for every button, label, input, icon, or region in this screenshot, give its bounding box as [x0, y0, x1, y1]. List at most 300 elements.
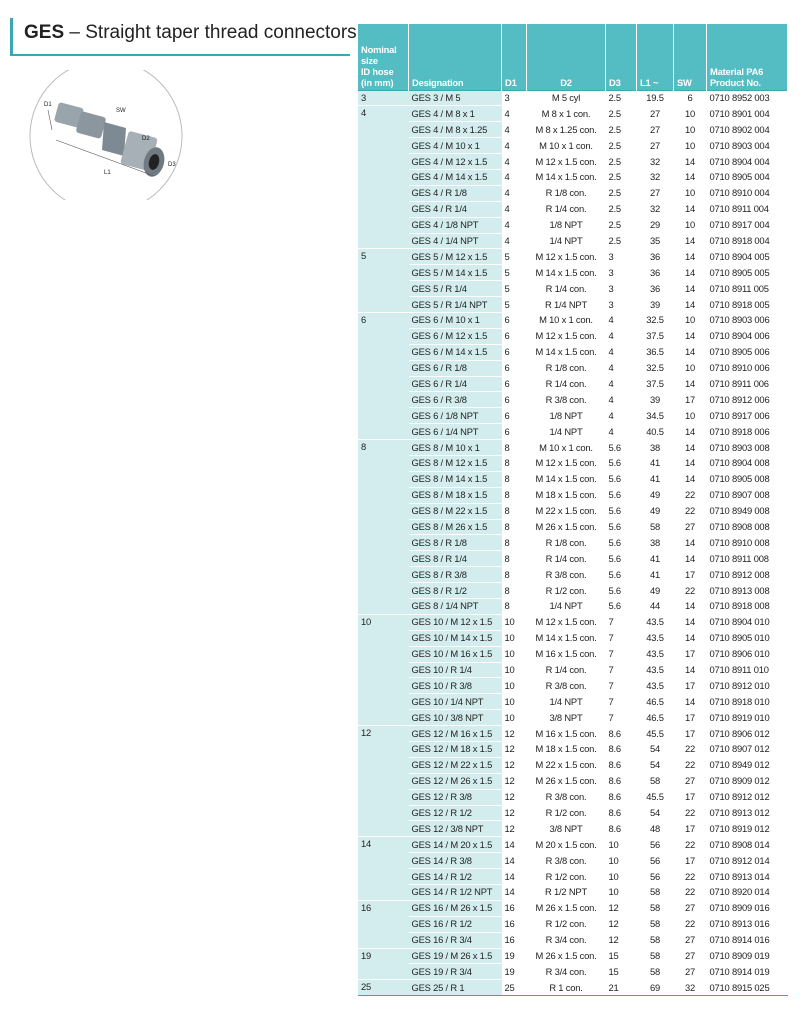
cell-d3: 5.6 [606, 503, 637, 519]
cell-d2: 3/8 NPT [527, 821, 606, 837]
cell-d3: 4 [606, 344, 637, 360]
cell-l1: 41 [637, 471, 674, 487]
cell-d1: 12 [502, 773, 527, 789]
cell-d2: R 3/8 con. [527, 392, 606, 408]
cell-l1: 43.5 [637, 678, 674, 694]
cell-sw: 17 [674, 678, 707, 694]
table-row [358, 948, 788, 964]
cell-product-no: 0710 8911 010 [707, 662, 788, 678]
cell-designation: GES 5 / M 12 x 1.5 [409, 249, 502, 265]
cell-d1: 4 [502, 169, 527, 185]
table-row [358, 837, 788, 853]
table-row [358, 503, 788, 519]
cell-designation: GES 16 / R 3/4 [409, 932, 502, 948]
table-row [358, 297, 788, 313]
table-row [358, 646, 788, 662]
cell-designation: GES 10 / 3/8 NPT [409, 710, 502, 726]
cell-d3: 3 [606, 281, 637, 297]
cell-l1: 58 [637, 900, 674, 916]
cell-sw: 14 [674, 440, 707, 456]
table-row [358, 916, 788, 932]
cell-sw: 17 [674, 567, 707, 583]
cell-d2: R 1/4 con. [527, 551, 606, 567]
cell-l1: 48 [637, 821, 674, 837]
cell-d3: 15 [606, 948, 637, 964]
cell-sw: 22 [674, 916, 707, 932]
col-header-designation: Designation [409, 24, 502, 90]
cell-product-no: 0710 8911 006 [707, 376, 788, 392]
cell-sw: 14 [674, 630, 707, 646]
col-header-sw: SW [674, 24, 707, 90]
cell-sw: 27 [674, 900, 707, 916]
cell-designation: GES 10 / R 3/8 [409, 678, 502, 694]
cell-d1: 10 [502, 678, 527, 694]
cell-sw: 10 [674, 138, 707, 154]
table-row [358, 694, 788, 710]
cell-designation: GES 6 / 1/4 NPT [409, 424, 502, 440]
table-row [358, 487, 788, 503]
cell-sw: 14 [674, 599, 707, 615]
cell-d3: 21 [606, 980, 637, 996]
cell-l1: 56 [637, 853, 674, 869]
cell-product-no: 0710 8911 004 [707, 201, 788, 217]
cell-d3: 4 [606, 392, 637, 408]
cell-sw: 14 [674, 455, 707, 471]
cell-l1: 27 [637, 138, 674, 154]
cell-d2: M 18 x 1.5 con. [527, 487, 606, 503]
cell-product-no: 0710 8919 012 [707, 821, 788, 837]
cell-d3: 5.6 [606, 535, 637, 551]
cell-product-no: 0710 8904 005 [707, 249, 788, 265]
cell-product-no: 0710 8903 004 [707, 138, 788, 154]
cell-d1: 4 [502, 106, 527, 122]
cell-l1: 69 [637, 980, 674, 996]
table-row [358, 567, 788, 583]
cell-product-no: 0710 8903 006 [707, 312, 788, 328]
cell-product-no: 0710 8910 006 [707, 360, 788, 376]
cell-l1: 54 [637, 757, 674, 773]
cell-sw: 14 [674, 551, 707, 567]
cell-designation: GES 8 / R 1/4 [409, 551, 502, 567]
cell-l1: 58 [637, 885, 674, 901]
cell-designation: GES 4 / M 8 x 1.25 [409, 122, 502, 138]
cell-d3: 3 [606, 249, 637, 265]
cell-d2: M 26 x 1.5 con. [527, 900, 606, 916]
cell-l1: 56 [637, 837, 674, 853]
cell-l1: 43.5 [637, 646, 674, 662]
cell-sw: 27 [674, 964, 707, 980]
cell-product-no: 0710 8913 016 [707, 916, 788, 932]
cell-nominal-size: 10 [358, 614, 409, 725]
cell-sw: 14 [674, 424, 707, 440]
cell-d1: 5 [502, 297, 527, 313]
cell-sw: 14 [674, 169, 707, 185]
cell-d2: M 12 x 1.5 con. [527, 249, 606, 265]
cell-product-no: 0710 8903 008 [707, 440, 788, 456]
cell-nominal-size: 14 [358, 837, 409, 901]
cell-designation: GES 4 / M 10 x 1 [409, 138, 502, 154]
cell-d3: 8.6 [606, 789, 637, 805]
cell-nominal-size: 3 [358, 90, 409, 106]
cell-d1: 12 [502, 789, 527, 805]
cell-designation: GES 16 / R 1/2 [409, 916, 502, 932]
cell-d3: 5.6 [606, 567, 637, 583]
cell-sw: 22 [674, 487, 707, 503]
cell-sw: 14 [674, 297, 707, 313]
cell-d2: M 22 x 1.5 con. [527, 503, 606, 519]
cell-product-no: 0710 8915 025 [707, 980, 788, 996]
cell-d3: 8.6 [606, 821, 637, 837]
cell-designation: GES 12 / M 16 x 1.5 [409, 726, 502, 742]
cell-d2: R 3/8 con. [527, 567, 606, 583]
cell-product-no: 0710 8911 008 [707, 551, 788, 567]
table-row [358, 662, 788, 678]
table-row [358, 265, 788, 281]
cell-l1: 58 [637, 948, 674, 964]
table-row [358, 344, 788, 360]
cell-designation: GES 8 / M 14 x 1.5 [409, 471, 502, 487]
cell-sw: 6 [674, 90, 707, 106]
table-row [358, 678, 788, 694]
cell-sw: 17 [674, 726, 707, 742]
cell-d1: 8 [502, 471, 527, 487]
cell-d3: 5.6 [606, 519, 637, 535]
cell-l1: 38 [637, 440, 674, 456]
cell-l1: 37.5 [637, 376, 674, 392]
cell-d2: R 1/2 NPT [527, 885, 606, 901]
cell-d3: 5.6 [606, 551, 637, 567]
cell-d1: 10 [502, 662, 527, 678]
table-row [358, 90, 788, 106]
table-row [358, 201, 788, 217]
cell-d3: 7 [606, 662, 637, 678]
cell-d2: M 12 x 1.5 con. [527, 154, 606, 170]
cell-d3: 2.5 [606, 185, 637, 201]
cell-d3: 4 [606, 424, 637, 440]
cell-nominal-size: 12 [358, 726, 409, 837]
cell-designation: GES 14 / R 3/8 [409, 853, 502, 869]
cell-d3: 2.5 [606, 154, 637, 170]
cell-designation: GES 6 / M 10 x 1 [409, 312, 502, 328]
cell-product-no: 0710 8905 006 [707, 344, 788, 360]
cell-product-no: 0710 8910 008 [707, 535, 788, 551]
cell-sw: 14 [674, 694, 707, 710]
cell-product-no: 0710 8913 008 [707, 583, 788, 599]
cell-sw: 22 [674, 869, 707, 885]
cell-sw: 10 [674, 217, 707, 233]
cell-d1: 16 [502, 900, 527, 916]
cell-l1: 44 [637, 599, 674, 615]
cell-d1: 14 [502, 853, 527, 869]
cell-designation: GES 8 / R 3/8 [409, 567, 502, 583]
cell-d3: 8.6 [606, 742, 637, 758]
cell-sw: 27 [674, 773, 707, 789]
cell-d3: 5.6 [606, 583, 637, 599]
cell-d2: M 14 x 1.5 con. [527, 265, 606, 281]
cell-l1: 36 [637, 265, 674, 281]
cell-l1: 39 [637, 297, 674, 313]
cell-d3: 8.6 [606, 773, 637, 789]
cell-d1: 6 [502, 360, 527, 376]
table-row [358, 630, 788, 646]
cell-d2: 1/4 NPT [527, 599, 606, 615]
cell-product-no: 0710 8913 014 [707, 869, 788, 885]
cell-designation: GES 14 / M 20 x 1.5 [409, 837, 502, 853]
cell-d3: 2.5 [606, 233, 637, 249]
cell-d1: 12 [502, 726, 527, 742]
cell-d1: 6 [502, 344, 527, 360]
cell-designation: GES 8 / R 1/2 [409, 583, 502, 599]
cell-d2: R 3/8 con. [527, 789, 606, 805]
cell-d2: R 1/2 con. [527, 583, 606, 599]
cell-l1: 27 [637, 185, 674, 201]
cell-d2: M 22 x 1.5 con. [527, 757, 606, 773]
table-row [358, 757, 788, 773]
table-row [358, 869, 788, 885]
cell-d2: M 12 x 1.5 con. [527, 328, 606, 344]
cell-d3: 2.5 [606, 201, 637, 217]
cell-d1: 8 [502, 503, 527, 519]
cell-l1: 58 [637, 932, 674, 948]
cell-l1: 46.5 [637, 694, 674, 710]
cell-d1: 4 [502, 233, 527, 249]
cell-l1: 45.5 [637, 726, 674, 742]
cell-d1: 8 [502, 551, 527, 567]
cell-d1: 10 [502, 614, 527, 630]
cell-d3: 15 [606, 964, 637, 980]
cell-d3: 10 [606, 869, 637, 885]
cell-designation: GES 12 / M 18 x 1.5 [409, 742, 502, 758]
cell-d2: M 5 cyl [527, 90, 606, 106]
table-row [358, 964, 788, 980]
cell-sw: 14 [674, 614, 707, 630]
cell-designation: GES 12 / 3/8 NPT [409, 821, 502, 837]
cell-d2: R 1/2 con. [527, 916, 606, 932]
table-row [358, 233, 788, 249]
cell-d1: 4 [502, 122, 527, 138]
table-row [358, 281, 788, 297]
cell-designation: GES 6 / 1/8 NPT [409, 408, 502, 424]
cell-product-no: 0710 8949 012 [707, 757, 788, 773]
cell-sw: 17 [674, 392, 707, 408]
cell-d2: 3/8 NPT [527, 710, 606, 726]
cell-designation: GES 8 / M 10 x 1 [409, 440, 502, 456]
cell-d3: 12 [606, 932, 637, 948]
cell-d1: 8 [502, 487, 527, 503]
cell-sw: 22 [674, 837, 707, 853]
cell-d3: 3 [606, 297, 637, 313]
cell-product-no: 0710 8918 010 [707, 694, 788, 710]
cell-sw: 10 [674, 185, 707, 201]
cell-d2: R 3/4 con. [527, 964, 606, 980]
cell-d1: 6 [502, 328, 527, 344]
cell-product-no: 0710 8919 010 [707, 710, 788, 726]
cell-product-no: 0710 8907 012 [707, 742, 788, 758]
cell-sw: 14 [674, 344, 707, 360]
cell-sw: 27 [674, 932, 707, 948]
cell-sw: 17 [674, 710, 707, 726]
cell-designation: GES 10 / M 12 x 1.5 [409, 614, 502, 630]
table-row [358, 885, 788, 901]
cell-d2: 1/4 NPT [527, 233, 606, 249]
cell-product-no: 0710 8918 006 [707, 424, 788, 440]
cell-d3: 10 [606, 853, 637, 869]
cell-d2: R 1/8 con. [527, 535, 606, 551]
cell-sw: 17 [674, 789, 707, 805]
cell-d2: R 1/4 con. [527, 281, 606, 297]
cell-d1: 8 [502, 599, 527, 615]
cell-l1: 32.5 [637, 312, 674, 328]
table-row [358, 599, 788, 615]
cell-d2: M 12 x 1.5 con. [527, 614, 606, 630]
cell-l1: 36.5 [637, 344, 674, 360]
cell-l1: 58 [637, 519, 674, 535]
cell-d1: 4 [502, 217, 527, 233]
cell-nominal-size: 5 [358, 249, 409, 313]
cell-d1: 25 [502, 980, 527, 996]
cell-d3: 4 [606, 360, 637, 376]
cell-l1: 40.5 [637, 424, 674, 440]
label-l1: L1 [104, 170, 111, 176]
cell-designation: GES 8 / M 12 x 1.5 [409, 455, 502, 471]
table-row [358, 710, 788, 726]
cell-sw: 22 [674, 885, 707, 901]
cell-product-no: 0710 8917 004 [707, 217, 788, 233]
cell-l1: 41 [637, 567, 674, 583]
cell-d3: 4 [606, 312, 637, 328]
cell-l1: 43.5 [637, 614, 674, 630]
cell-designation: GES 8 / M 26 x 1.5 [409, 519, 502, 535]
cell-designation: GES 19 / M 26 x 1.5 [409, 948, 502, 964]
cell-d3: 2.5 [606, 138, 637, 154]
cell-d1: 12 [502, 742, 527, 758]
cell-d1: 8 [502, 567, 527, 583]
cell-d3: 4 [606, 376, 637, 392]
table-row [358, 519, 788, 535]
cell-sw: 10 [674, 360, 707, 376]
cell-l1: 34.5 [637, 408, 674, 424]
cell-d1: 8 [502, 440, 527, 456]
cell-product-no: 0710 8949 008 [707, 503, 788, 519]
cell-l1: 32 [637, 201, 674, 217]
page-title: GES – Straight taper thread connectors [24, 22, 357, 43]
cell-d3: 2.5 [606, 217, 637, 233]
cell-d3: 5.6 [606, 455, 637, 471]
cell-sw: 27 [674, 948, 707, 964]
cell-l1: 41 [637, 455, 674, 471]
cell-designation: GES 25 / R 1 [409, 980, 502, 996]
table-row [358, 900, 788, 916]
table-row [358, 551, 788, 567]
cell-d2: R 3/4 con. [527, 932, 606, 948]
cell-d3: 2.5 [606, 169, 637, 185]
cell-d3: 12 [606, 900, 637, 916]
cell-d1: 4 [502, 201, 527, 217]
cell-designation: GES 12 / R 1/2 [409, 805, 502, 821]
table-row [358, 980, 788, 996]
spec-table [358, 24, 788, 996]
cell-designation: GES 10 / M 14 x 1.5 [409, 630, 502, 646]
cell-d3: 8.6 [606, 726, 637, 742]
cell-l1: 54 [637, 805, 674, 821]
cell-product-no: 0710 8906 010 [707, 646, 788, 662]
table-row [358, 249, 788, 265]
cell-l1: 35 [637, 233, 674, 249]
table-row [358, 312, 788, 328]
cell-sw: 14 [674, 233, 707, 249]
cell-d2: R 1/4 con. [527, 662, 606, 678]
cell-l1: 27 [637, 106, 674, 122]
cell-d1: 5 [502, 265, 527, 281]
cell-product-no: 0710 8904 008 [707, 455, 788, 471]
cell-sw: 32 [674, 980, 707, 996]
table-header-row [358, 24, 788, 90]
cell-sw: 27 [674, 519, 707, 535]
cell-d3: 7 [606, 646, 637, 662]
col-header-d2: D2 [527, 24, 606, 90]
cell-product-no: 0710 8918 004 [707, 233, 788, 249]
cell-designation: GES 4 / M 14 x 1.5 [409, 169, 502, 185]
cell-sw: 17 [674, 853, 707, 869]
cell-product-no: 0710 8902 004 [707, 122, 788, 138]
table-row [358, 932, 788, 948]
table-row [358, 821, 788, 837]
cell-product-no: 0710 8906 012 [707, 726, 788, 742]
cell-d1: 5 [502, 281, 527, 297]
cell-d2: R 1/4 NPT [527, 297, 606, 313]
cell-l1: 39 [637, 392, 674, 408]
cell-d3: 8.6 [606, 805, 637, 821]
cell-nominal-size: 4 [358, 106, 409, 249]
table-row [358, 376, 788, 392]
cell-sw: 14 [674, 249, 707, 265]
cell-designation: GES 4 / M 12 x 1.5 [409, 154, 502, 170]
cell-d2: R 1/8 con. [527, 360, 606, 376]
cell-sw: 17 [674, 646, 707, 662]
col-header-d3: D3 [606, 24, 637, 90]
col-header-d1: D1 [502, 24, 527, 90]
cell-designation: GES 3 / M 5 [409, 90, 502, 106]
cell-sw: 14 [674, 328, 707, 344]
cell-product-no: 0710 8908 014 [707, 837, 788, 853]
cell-designation: GES 6 / M 14 x 1.5 [409, 344, 502, 360]
cell-l1: 43.5 [637, 662, 674, 678]
table-row [358, 360, 788, 376]
cell-sw: 14 [674, 535, 707, 551]
cell-designation: GES 6 / R 1/8 [409, 360, 502, 376]
cell-sw: 22 [674, 742, 707, 758]
cell-d3: 5.6 [606, 487, 637, 503]
cell-d2: M 26 x 1.5 con. [527, 519, 606, 535]
table-row [358, 742, 788, 758]
cell-l1: 38 [637, 535, 674, 551]
cell-d3: 7 [606, 630, 637, 646]
table-body [358, 90, 788, 996]
cell-sw: 14 [674, 201, 707, 217]
cell-designation: GES 4 / M 8 x 1 [409, 106, 502, 122]
cell-l1: 58 [637, 773, 674, 789]
table-row [358, 138, 788, 154]
cell-product-no: 0710 8912 008 [707, 567, 788, 583]
table-row [358, 583, 788, 599]
cell-d3: 12 [606, 916, 637, 932]
cell-designation: GES 5 / R 1/4 NPT [409, 297, 502, 313]
cell-sw: 22 [674, 757, 707, 773]
table-row [358, 217, 788, 233]
cell-designation: GES 8 / M 18 x 1.5 [409, 487, 502, 503]
col-header-l1: L1 ~ [637, 24, 674, 90]
cell-d2: M 14 x 1.5 con. [527, 630, 606, 646]
